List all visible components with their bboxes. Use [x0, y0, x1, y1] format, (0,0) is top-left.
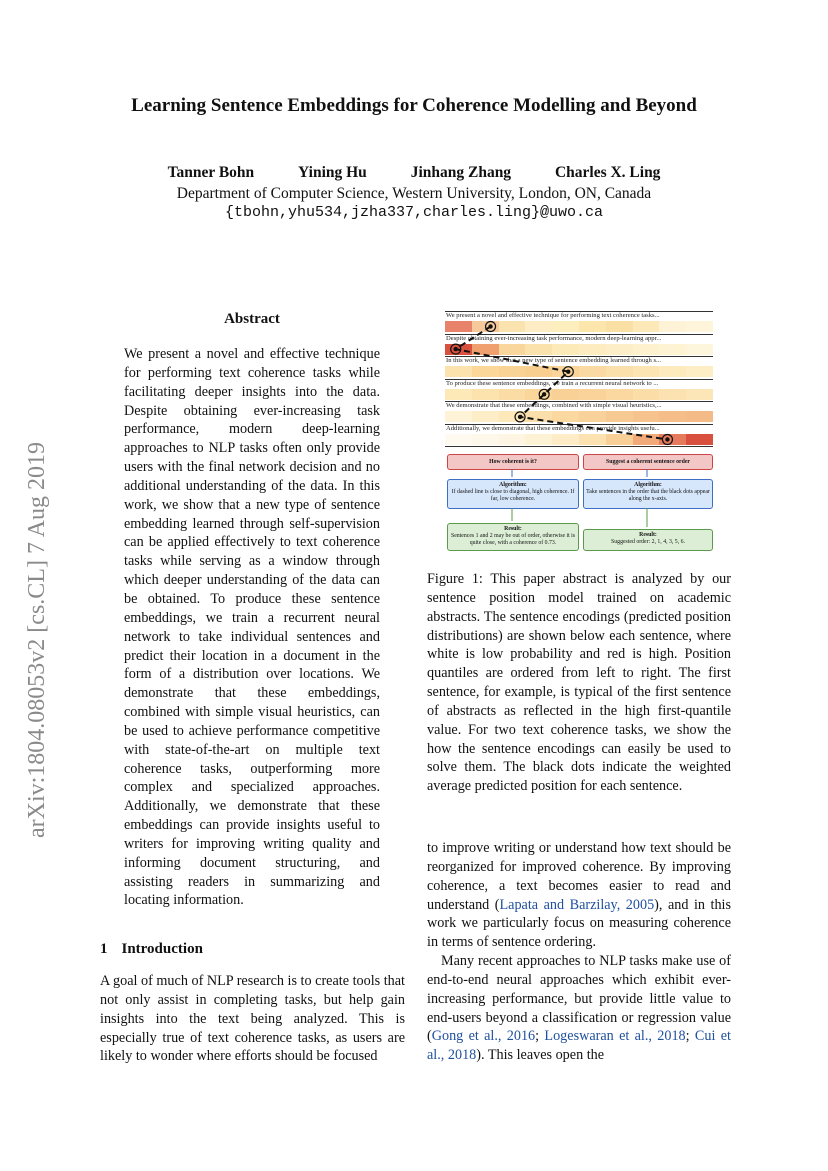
abstract-heading: Abstract: [224, 311, 280, 327]
section-heading-introduction: [100, 941, 203, 958]
paragraph: to improve writing or understand how text should be reorganized for improved coherence. By improving coherence, a text becomes easier to read and understand (Lapata and Barzilay, 2005), and in this work we particularly focus on measuring coherence in terms of sentence ordering.: [427, 840, 731, 951]
figure-sentence: To produce these sentence embeddings, we train a recurrent neural network to ...: [446, 379, 659, 387]
paper-title: Learning Sentence Embeddings for Coherence Modelling and Beyond: [131, 95, 697, 116]
citation-link[interactable]: Cui et al., 2018: [427, 1028, 731, 1064]
paragraph: Many recent approaches to NLP tasks make use of end-to-end neural approaches which exhibit ever-increasing performance, but provide little value to end-users beyond a classification or regression value (Gong et al., 2016; Logeswaran et al., 2018; Cui et al., 2018). This leaves open the: [427, 953, 731, 1064]
figure-sentence: Despite obtaining ever-increasing task performance, modern deep-learning appr...: [446, 334, 662, 342]
figure-1: [445, 311, 713, 551]
introduction-text-continued: [427, 839, 731, 1065]
coherence-result-box: Result: Sentences 1 and 2 may be out of order, otherwise it is quite close, with a coherence of 0.73.: [447, 523, 579, 551]
citation-link[interactable]: Logeswaran et al., 2018: [544, 1028, 686, 1045]
abstract-text: We present a novel and effective technique for performing text coherence tasks while facilitating deeper insights into the data. Despite obtaining ever-increasing task performance, modern deep-learning approaches to NLP tasks often only provide users with the final network decision and no additional understanding of the data. In this work, we show that a new type of sentence embedding learned through self-supervision can be applied effectively to text coherence tasks while serving as a window through which deeper understanding of the data can be obtained. To produce these sentence embeddings, we train a recurrent neural network to take individual sentences and predict their location in a document in the form of a distribution over locations. We demonstrate that these embeddings, combined with simple visual heuristics, can be used to achieve performance competitive with state-of-the-art on multiple text coherence tasks, outperforming more complex and specialized approaches. Additionally, we demonstrate that these embeddings can provide insights useful to writers for improving writing quality and informing document structuring, and assisting readers in summarizing and locating information.: [124, 346, 380, 909]
citation-link[interactable]: Gong et al., 2016: [431, 1028, 536, 1045]
citation-link[interactable]: Lapata and Barzilay, 2005: [499, 896, 655, 913]
section-title: Introduction: [121, 941, 203, 957]
author-name: Tanner Bohn: [167, 164, 255, 181]
author-name: Charles X. Ling: [554, 164, 661, 181]
figure-arrows: [445, 311, 713, 551]
arxiv-identifier: arXiv:1804.08053v2 [cs.CL] 7 Aug 2019: [24, 442, 50, 838]
figure-caption: Figure 1: This paper abstract is analyzed by our sentence position model trained on academic abstracts. The sentence encodings (predicted position distributions) are shown below each sentence, where white is low probability and red is high. Position quantiles are ordered from left to right. The first sentence, for example, is typical of the first sentence of abstracts as reflected in the high first-quantile value. For two text coherence tasks, we show the how the sentence encodings can easily be used to solve them. The black dots indicate the weighted average predicted position for each sentence.: [427, 571, 731, 795]
order-result-box: Result: Suggested order: 2, 1, 4, 3, 5, 6.: [583, 529, 713, 551]
coherence-question-box: How coherent is it?: [447, 454, 579, 470]
author-list: [0, 164, 828, 182]
author-emails: {tbohn,yhu534,jzha337,charles.ling}@uwo.ca: [224, 204, 604, 221]
section-number: 1: [100, 941, 108, 957]
figure-sentence: In this work, we show that a new type of sentence embedding learned through s...: [446, 357, 661, 365]
order-question-box: Suggest a coherent sentence order: [583, 454, 713, 470]
figure-sentence: Additionally, we demonstrate that these embeddings can provide insights usefu...: [446, 425, 660, 432]
figure-sentence: We present a novel and effective technique for performing text coherence tasks...: [446, 312, 660, 319]
introduction-text: A goal of much of NLP research is to create tools that not only assist in completing tasks, but help gain insights into the text being analyzed. This is especially true of text coherence tasks, as users are likely to wonder where efforts should be focused: [100, 973, 405, 1065]
coherence-algorithm-box: Algorithm: If dashed line is close to diagonal, high coherence. If far, low coherence.: [447, 479, 579, 509]
affiliation: Department of Computer Science, Western University, London, ON, Canada: [176, 185, 652, 202]
order-algorithm-box: Algorithm: Take sentences in the order that the black dots appear along the x-axis.: [583, 479, 713, 509]
figure-sentence: We demonstrate that these embeddings, combined with simple visual heuristics,...: [446, 402, 662, 410]
author-name: Jinhang Zhang: [410, 164, 512, 181]
author-name: Yining Hu: [298, 164, 367, 181]
